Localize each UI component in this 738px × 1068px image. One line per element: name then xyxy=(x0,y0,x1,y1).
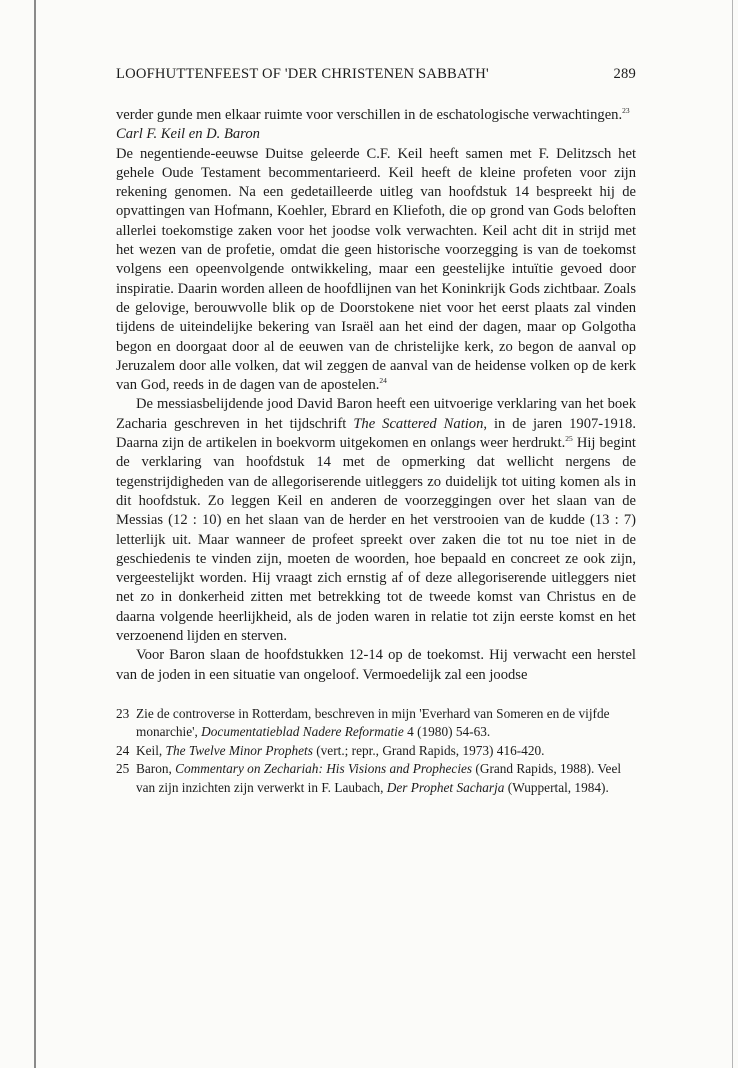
footnote-text: (Wuppertal, 1984). xyxy=(504,779,609,795)
page-number: 289 xyxy=(613,66,636,82)
paragraph-text: verder gunde men elkaar ruimte voor verschillen in de eschatologische verwachtingen. xyxy=(116,107,623,123)
paragraph-text: , in de jaren 1907-1918. Daarna zijn de artikelen in boekvorm uitgekomen en onlangs weer herdrukt. xyxy=(116,415,636,452)
footnote-title: Commentary on Zechariah: His Visions and Prophecies xyxy=(175,761,473,777)
footnote-text: (Grand Rapids, 1988). Veel van zijn inzichten zijn verwerkt in F. Laubach, xyxy=(136,761,622,795)
section-heading: Carl F. Keil en D. Baron xyxy=(116,126,260,143)
paragraph-baron-future: Voor Baron slaan de hoofdstukken 12-14 op de toekomst. Hij verwacht een herstel van de joden in een situatie van ongeloof. Vermoedelijk zal een joodse xyxy=(116,647,636,683)
footnote-title: The Twelve Minor Prophets xyxy=(165,742,313,758)
paragraph-text: De messiasbelijdende jood David Baron heeft een uitvoerige verklaring van het boek Zacharia geschreven in het tijdschrift xyxy=(116,396,636,432)
paragraph-baron xyxy=(116,395,636,646)
footnotes xyxy=(116,705,636,797)
footnote-25 xyxy=(116,760,636,797)
footnote-text: Keil, xyxy=(136,742,166,758)
paragraph-text: De negentiende-eeuwse Duitse geleerde C.F. Keil heeft samen met F. Delitzsch het gehele Oude Testament becommentarieerd. Keil heeft de kleine profeten voor zijn rekening genomen. Na een gedetailleerde uitleg van hoofdstuk 14 bespreekt hij de opvattingen van Hofmann, Koehler, Ebrard en Kliefoth, die op grond van Gods beloften allerlei toekomstige zaken voor het joodse volk verwachten. Keil acht dit in strijd met het wezen van de profetie, omdat die geen historische voorzegging is van de toekomst volgens een opeenvolgende ontwikkeling, maar een geestelijke intuïtie gevoed door inspiratie. Daarin worden alleen de hoofdlijnen van het Koninkrijk Gods zichtbaar. Zoals de gelovige, berouwvolle blik op de Doorstokene niet voor het eerst plaats zal vinden tijdens de uiteindelijke bekering van Israël aan het eind der dagen, maar op Golgotha begon en doorgaat door al de eeuwen van de christelijke kerk, zo begon de aanval op Jeruzalem door alle volken, dat wil zeggen de aanval van de heidense volken op de kerk van God, reeds in de dagen van de apostelen. xyxy=(116,145,636,394)
footnote-24 xyxy=(116,742,636,760)
journal-title: The Scattered Nation xyxy=(353,415,484,432)
footnote-title: Documentatieblad Nadere Reformatie xyxy=(201,724,404,740)
document-page xyxy=(116,66,636,797)
footnote-number: 23 xyxy=(116,705,130,721)
footnote-number: 24 xyxy=(116,742,130,758)
paragraph-continued xyxy=(116,106,636,125)
footnote-number: 25 xyxy=(116,761,130,777)
footnote-23 xyxy=(116,705,636,742)
footnote-text: Baron, xyxy=(136,761,176,777)
paragraph-text: Hij begint de verklaring van hoofdstuk 14 met de opmerking dat wellicht nergens de tegenstrijdigheden van de allegoriserende uitleggers zo duidelijk tot uiting komen als in dit hoofdstuk. Zo leggen Keil en anderen de voorzeggingen over het slaan van de Messias (12 : 10) en het slaan van de herder en het verstrooien van de kudde (13 : 7) letterlijk uit. Maar wanneer de profeet spreekt over zaken die tot nu toe niet in de geschiedenis te vinden zijn, moeten de woorden, hoe bepaald en concreet ze ook zijn, vergeestelijkt worden. Hij vraagt zich ernstig af of deze allegoriserende uitleggers niet net zo in donkerheid zitten met betrekking tot de tweede komst van Christus en de daarna volgende heerlijkheid, als de joden waren in relatie tot zijn eerste komst en het verzoenend lijden en sterven. xyxy=(116,435,636,645)
page-edge-right xyxy=(732,0,733,1068)
footnote-text: 4 (1980) 54-63. xyxy=(403,724,491,740)
footnote-ref[interactable]: 24 xyxy=(379,376,387,386)
page-edge-left xyxy=(34,0,36,1068)
body-text xyxy=(116,106,636,685)
footnote-ref[interactable]: 23 xyxy=(622,106,630,115)
footnote-ref[interactable]: 25 xyxy=(565,434,573,444)
running-head-title: LOOFHUTTENFEEST OF 'DER CHRISTENEN SABBATH' xyxy=(116,66,489,82)
paragraph-keil xyxy=(116,145,636,396)
footnote-text: Zie de controverse in Rotterdam, beschreven in mijn 'Everhard van Someren en de vijfde monarchie', xyxy=(136,705,610,740)
footnote-title: Der Prophet Sacharja xyxy=(386,779,505,795)
footnote-text: (vert.; repr., Grand Rapids, 1973) 416-420. xyxy=(312,742,545,758)
running-head xyxy=(116,66,636,90)
